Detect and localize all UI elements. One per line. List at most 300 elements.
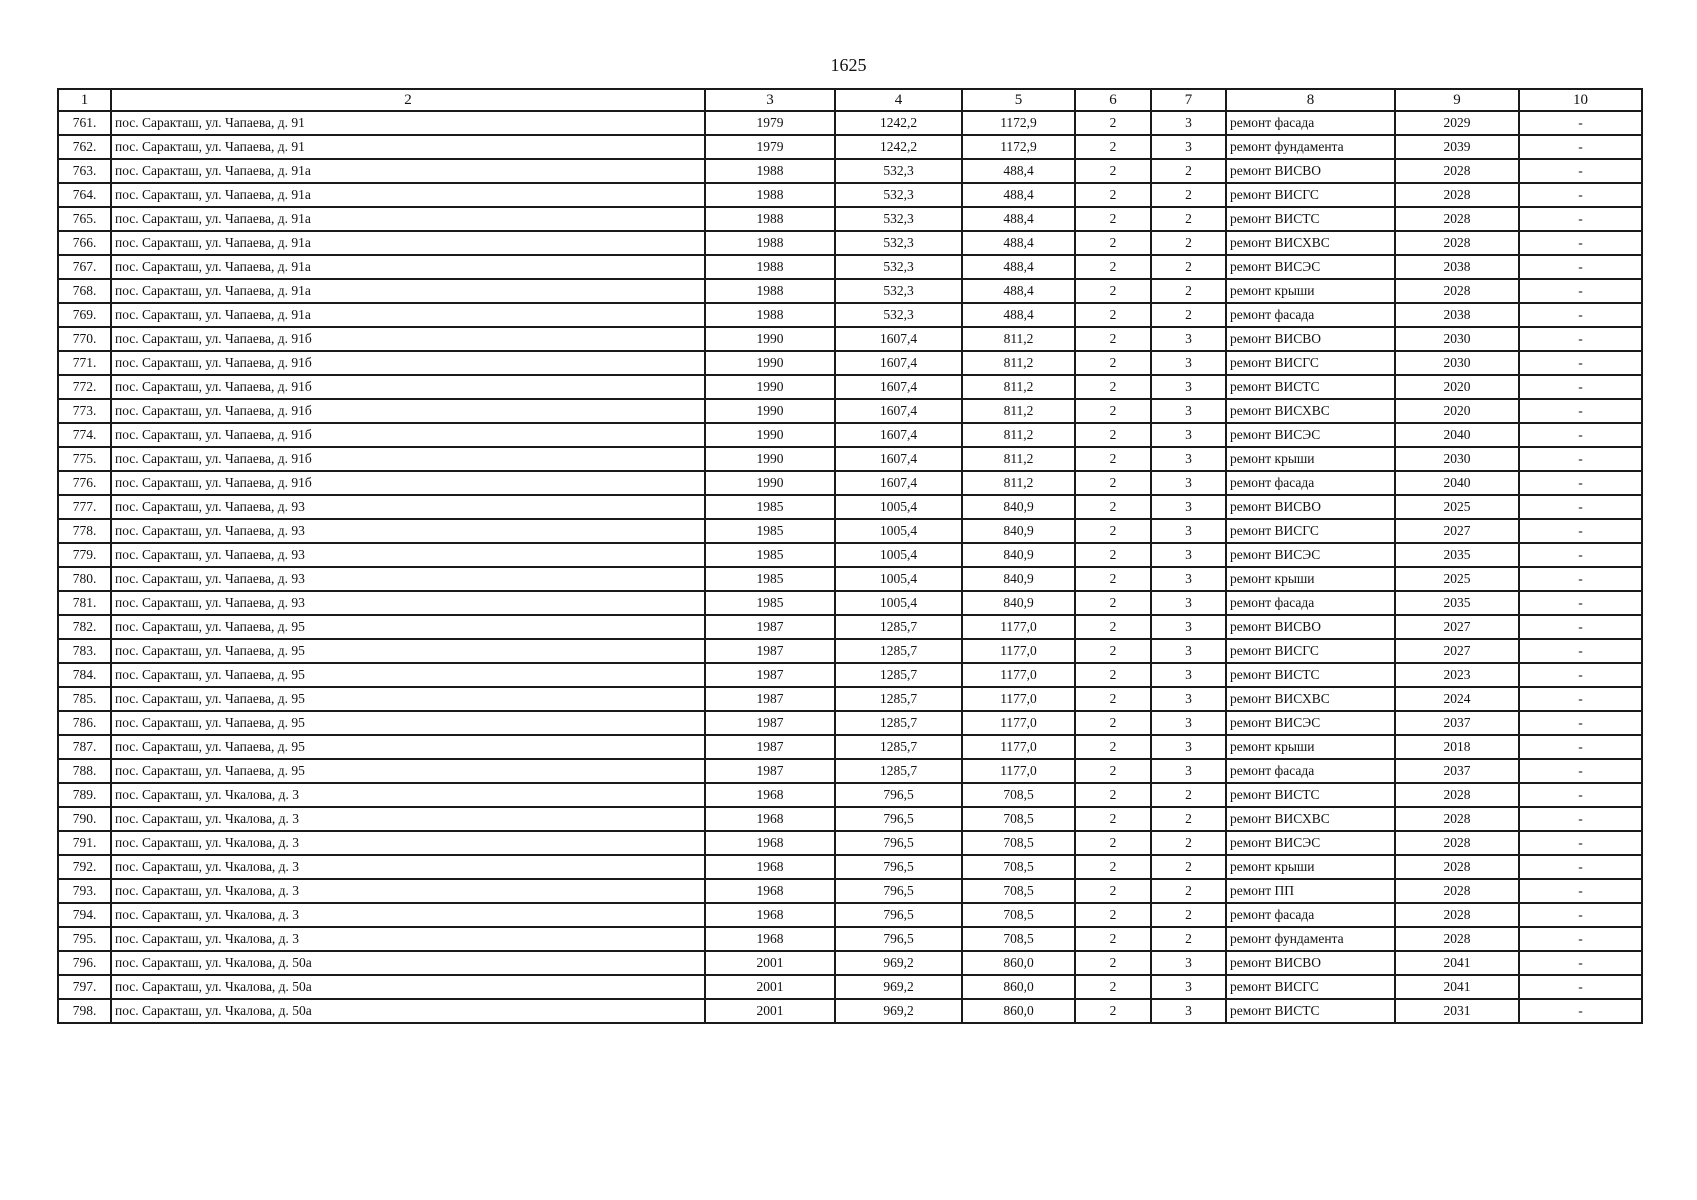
note-cell: -: [1519, 975, 1642, 999]
address-cell: пос. Саракташ, ул. Чапаева, д. 95: [111, 735, 705, 759]
address-cell: пос. Саракташ, ул. Чапаева, д. 95: [111, 639, 705, 663]
address-cell: пос. Саракташ, ул. Чкалова, д. 50а: [111, 999, 705, 1023]
floors-cell: 2: [1151, 183, 1226, 207]
material-code-cell: 2: [1075, 327, 1151, 351]
material-code-cell: 2: [1075, 999, 1151, 1023]
material-code-cell: 2: [1075, 351, 1151, 375]
row-number-cell: 780.: [58, 567, 111, 591]
work-type-cell: ремонт ВИСВО: [1226, 495, 1395, 519]
row-number-cell: 776.: [58, 471, 111, 495]
floors-cell: 2: [1151, 303, 1226, 327]
build-year-cell: 1990: [705, 375, 835, 399]
living-area-cell: 811,2: [962, 351, 1075, 375]
total-area-cell: 1285,7: [835, 639, 962, 663]
total-area-cell: 1607,4: [835, 351, 962, 375]
table-row: [58, 975, 1642, 999]
planned-year-cell: 2028: [1395, 231, 1519, 255]
planned-year-cell: 2041: [1395, 975, 1519, 999]
build-year-cell: 1985: [705, 567, 835, 591]
table-row: [58, 279, 1642, 303]
row-number-cell: 773.: [58, 399, 111, 423]
total-area-cell: 969,2: [835, 975, 962, 999]
address-cell: пос. Саракташ, ул. Чапаева, д. 91б: [111, 471, 705, 495]
floors-cell: 3: [1151, 447, 1226, 471]
table-row: [58, 615, 1642, 639]
note-cell: -: [1519, 519, 1642, 543]
note-cell: -: [1519, 927, 1642, 951]
material-code-cell: 2: [1075, 399, 1151, 423]
living-area-cell: 708,5: [962, 807, 1075, 831]
planned-year-cell: 2023: [1395, 663, 1519, 687]
table-row: [58, 303, 1642, 327]
material-code-cell: 2: [1075, 135, 1151, 159]
work-type-cell: ремонт фасада: [1226, 903, 1395, 927]
note-cell: -: [1519, 687, 1642, 711]
address-cell: пос. Саракташ, ул. Чкалова, д. 3: [111, 807, 705, 831]
row-number-cell: 770.: [58, 327, 111, 351]
column-header-5: 5: [962, 89, 1075, 111]
living-area-cell: 488,4: [962, 183, 1075, 207]
planned-year-cell: 2038: [1395, 255, 1519, 279]
living-area-cell: 708,5: [962, 855, 1075, 879]
material-code-cell: 2: [1075, 159, 1151, 183]
work-type-cell: ремонт ВИСТС: [1226, 375, 1395, 399]
note-cell: -: [1519, 495, 1642, 519]
table-row: [58, 567, 1642, 591]
row-number-cell: 788.: [58, 759, 111, 783]
work-type-cell: ремонт крыши: [1226, 567, 1395, 591]
material-code-cell: 2: [1075, 903, 1151, 927]
material-code-cell: 2: [1075, 759, 1151, 783]
address-cell: пос. Саракташ, ул. Чкалова, д. 3: [111, 855, 705, 879]
planned-year-cell: 2025: [1395, 567, 1519, 591]
total-area-cell: 532,3: [835, 183, 962, 207]
living-area-cell: 840,9: [962, 567, 1075, 591]
living-area-cell: 811,2: [962, 447, 1075, 471]
living-area-cell: 840,9: [962, 519, 1075, 543]
living-area-cell: 1177,0: [962, 639, 1075, 663]
address-cell: пос. Саракташ, ул. Чапаева, д. 91б: [111, 423, 705, 447]
floors-cell: 3: [1151, 375, 1226, 399]
living-area-cell: 860,0: [962, 999, 1075, 1023]
material-code-cell: 2: [1075, 687, 1151, 711]
total-area-cell: 969,2: [835, 951, 962, 975]
build-year-cell: 1987: [705, 615, 835, 639]
living-area-cell: 811,2: [962, 471, 1075, 495]
address-cell: пос. Саракташ, ул. Чапаева, д. 91а: [111, 231, 705, 255]
planned-year-cell: 2040: [1395, 423, 1519, 447]
work-type-cell: ремонт ВИСГС: [1226, 519, 1395, 543]
floors-cell: 3: [1151, 111, 1226, 135]
note-cell: -: [1519, 807, 1642, 831]
note-cell: -: [1519, 447, 1642, 471]
row-number-cell: 762.: [58, 135, 111, 159]
build-year-cell: 1985: [705, 591, 835, 615]
work-type-cell: ремонт фасада: [1226, 303, 1395, 327]
total-area-cell: 1005,4: [835, 519, 962, 543]
material-code-cell: 2: [1075, 255, 1151, 279]
floors-cell: 3: [1151, 639, 1226, 663]
material-code-cell: 2: [1075, 519, 1151, 543]
address-cell: пос. Саракташ, ул. Чапаева, д. 91а: [111, 303, 705, 327]
material-code-cell: 2: [1075, 303, 1151, 327]
address-cell: пос. Саракташ, ул. Чапаева, д. 91а: [111, 183, 705, 207]
planned-year-cell: 2028: [1395, 927, 1519, 951]
note-cell: -: [1519, 591, 1642, 615]
total-area-cell: 1285,7: [835, 711, 962, 735]
address-cell: пос. Саракташ, ул. Чапаева, д. 93: [111, 591, 705, 615]
build-year-cell: 1988: [705, 207, 835, 231]
floors-cell: 3: [1151, 567, 1226, 591]
floors-cell: 3: [1151, 591, 1226, 615]
row-number-cell: 782.: [58, 615, 111, 639]
material-code-cell: 2: [1075, 927, 1151, 951]
build-year-cell: 1990: [705, 447, 835, 471]
work-type-cell: ремонт крыши: [1226, 855, 1395, 879]
row-number-cell: 763.: [58, 159, 111, 183]
note-cell: -: [1519, 207, 1642, 231]
total-area-cell: 796,5: [835, 879, 962, 903]
living-area-cell: 488,4: [962, 231, 1075, 255]
material-code-cell: 2: [1075, 711, 1151, 735]
living-area-cell: 1177,0: [962, 615, 1075, 639]
note-cell: -: [1519, 735, 1642, 759]
planned-year-cell: 2028: [1395, 903, 1519, 927]
material-code-cell: 2: [1075, 663, 1151, 687]
header-row: [58, 89, 1642, 111]
total-area-cell: 1242,2: [835, 135, 962, 159]
work-type-cell: ремонт ВИСВО: [1226, 327, 1395, 351]
note-cell: -: [1519, 711, 1642, 735]
living-area-cell: 1177,0: [962, 759, 1075, 783]
floors-cell: 2: [1151, 807, 1226, 831]
table-row: [58, 903, 1642, 927]
row-number-cell: 795.: [58, 927, 111, 951]
address-cell: пос. Саракташ, ул. Чкалова, д. 3: [111, 831, 705, 855]
row-number-cell: 789.: [58, 783, 111, 807]
floors-cell: 2: [1151, 207, 1226, 231]
table-row: [58, 591, 1642, 615]
address-cell: пос. Саракташ, ул. Чапаева, д. 91а: [111, 255, 705, 279]
material-code-cell: 2: [1075, 951, 1151, 975]
floors-cell: 2: [1151, 855, 1226, 879]
work-type-cell: ремонт ВИСХВС: [1226, 231, 1395, 255]
work-type-cell: ремонт ВИСГС: [1226, 639, 1395, 663]
address-cell: пос. Саракташ, ул. Чапаева, д. 91а: [111, 279, 705, 303]
living-area-cell: 488,4: [962, 303, 1075, 327]
column-header-2: 2: [111, 89, 705, 111]
row-number-cell: 771.: [58, 351, 111, 375]
build-year-cell: 1990: [705, 351, 835, 375]
total-area-cell: 1607,4: [835, 327, 962, 351]
build-year-cell: 1990: [705, 423, 835, 447]
note-cell: -: [1519, 327, 1642, 351]
row-number-cell: 767.: [58, 255, 111, 279]
row-number-cell: 793.: [58, 879, 111, 903]
row-number-cell: 787.: [58, 735, 111, 759]
row-number-cell: 775.: [58, 447, 111, 471]
planned-year-cell: 2028: [1395, 183, 1519, 207]
table-row: [58, 735, 1642, 759]
work-type-cell: ремонт ВИСХВС: [1226, 399, 1395, 423]
total-area-cell: 1607,4: [835, 423, 962, 447]
total-area-cell: 532,3: [835, 207, 962, 231]
living-area-cell: 1172,9: [962, 135, 1075, 159]
material-code-cell: 2: [1075, 471, 1151, 495]
floors-cell: 3: [1151, 543, 1226, 567]
row-number-cell: 796.: [58, 951, 111, 975]
table-row: [58, 807, 1642, 831]
work-type-cell: ремонт ВИСТС: [1226, 999, 1395, 1023]
living-area-cell: 1177,0: [962, 687, 1075, 711]
floors-cell: 2: [1151, 279, 1226, 303]
build-year-cell: 1987: [705, 639, 835, 663]
note-cell: -: [1519, 879, 1642, 903]
address-cell: пос. Саракташ, ул. Чапаева, д. 95: [111, 759, 705, 783]
table-row: [58, 855, 1642, 879]
material-code-cell: 2: [1075, 423, 1151, 447]
living-area-cell: 811,2: [962, 327, 1075, 351]
address-cell: пос. Саракташ, ул. Чапаева, д. 93: [111, 567, 705, 591]
material-code-cell: 2: [1075, 279, 1151, 303]
column-header-8: 8: [1226, 89, 1395, 111]
table-row: [58, 423, 1642, 447]
note-cell: -: [1519, 279, 1642, 303]
note-cell: -: [1519, 639, 1642, 663]
total-area-cell: 1607,4: [835, 447, 962, 471]
total-area-cell: 1285,7: [835, 735, 962, 759]
work-type-cell: ремонт крыши: [1226, 279, 1395, 303]
row-number-cell: 779.: [58, 543, 111, 567]
column-header-1: 1: [58, 89, 111, 111]
planned-year-cell: 2030: [1395, 327, 1519, 351]
floors-cell: 2: [1151, 255, 1226, 279]
planned-year-cell: 2025: [1395, 495, 1519, 519]
row-number-cell: 761.: [58, 111, 111, 135]
floors-cell: 2: [1151, 159, 1226, 183]
living-area-cell: 488,4: [962, 159, 1075, 183]
floors-cell: 3: [1151, 687, 1226, 711]
build-year-cell: 1990: [705, 327, 835, 351]
note-cell: -: [1519, 159, 1642, 183]
table-row: [58, 999, 1642, 1023]
work-type-cell: ремонт ВИСЭС: [1226, 711, 1395, 735]
floors-cell: 3: [1151, 615, 1226, 639]
floors-cell: 3: [1151, 759, 1226, 783]
table-row: [58, 879, 1642, 903]
material-code-cell: 2: [1075, 975, 1151, 999]
floors-cell: 3: [1151, 327, 1226, 351]
table-row: [58, 495, 1642, 519]
build-year-cell: 1985: [705, 543, 835, 567]
address-cell: пос. Саракташ, ул. Чкалова, д. 3: [111, 783, 705, 807]
build-year-cell: 1987: [705, 663, 835, 687]
planned-year-cell: 2027: [1395, 615, 1519, 639]
floors-cell: 2: [1151, 879, 1226, 903]
total-area-cell: 796,5: [835, 855, 962, 879]
build-year-cell: 1968: [705, 855, 835, 879]
planned-year-cell: 2035: [1395, 543, 1519, 567]
planned-year-cell: 2027: [1395, 639, 1519, 663]
table-row: [58, 183, 1642, 207]
note-cell: -: [1519, 399, 1642, 423]
address-cell: пос. Саракташ, ул. Чапаева, д. 93: [111, 519, 705, 543]
table-row: [58, 255, 1642, 279]
floors-cell: 3: [1151, 663, 1226, 687]
address-cell: пос. Саракташ, ул. Чапаева, д. 91а: [111, 207, 705, 231]
note-cell: -: [1519, 111, 1642, 135]
row-number-cell: 794.: [58, 903, 111, 927]
address-cell: пос. Саракташ, ул. Чапаева, д. 93: [111, 543, 705, 567]
floors-cell: 3: [1151, 735, 1226, 759]
address-cell: пос. Саракташ, ул. Чапаева, д. 93: [111, 495, 705, 519]
planned-year-cell: 2030: [1395, 447, 1519, 471]
floors-cell: 2: [1151, 903, 1226, 927]
total-area-cell: 1005,4: [835, 567, 962, 591]
note-cell: -: [1519, 567, 1642, 591]
address-cell: пос. Саракташ, ул. Чапаева, д. 91б: [111, 351, 705, 375]
total-area-cell: 532,3: [835, 159, 962, 183]
build-year-cell: 1988: [705, 231, 835, 255]
work-type-cell: ремонт ВИСВО: [1226, 951, 1395, 975]
work-type-cell: ремонт ВИСЭС: [1226, 543, 1395, 567]
material-code-cell: 2: [1075, 615, 1151, 639]
material-code-cell: 2: [1075, 807, 1151, 831]
note-cell: -: [1519, 231, 1642, 255]
planned-year-cell: 2030: [1395, 351, 1519, 375]
total-area-cell: 796,5: [835, 831, 962, 855]
total-area-cell: 1005,4: [835, 495, 962, 519]
row-number-cell: 774.: [58, 423, 111, 447]
planned-year-cell: 2040: [1395, 471, 1519, 495]
living-area-cell: 840,9: [962, 495, 1075, 519]
living-area-cell: 488,4: [962, 207, 1075, 231]
work-type-cell: ремонт фасада: [1226, 759, 1395, 783]
build-year-cell: 1987: [705, 759, 835, 783]
build-year-cell: 2001: [705, 999, 835, 1023]
row-number-cell: 786.: [58, 711, 111, 735]
floors-cell: 3: [1151, 351, 1226, 375]
row-number-cell: 778.: [58, 519, 111, 543]
living-area-cell: 708,5: [962, 783, 1075, 807]
total-area-cell: 532,3: [835, 279, 962, 303]
material-code-cell: 2: [1075, 735, 1151, 759]
work-type-cell: ремонт ВИСЭС: [1226, 255, 1395, 279]
total-area-cell: 532,3: [835, 255, 962, 279]
build-year-cell: 1985: [705, 519, 835, 543]
material-code-cell: 2: [1075, 183, 1151, 207]
living-area-cell: 1177,0: [962, 663, 1075, 687]
floors-cell: 3: [1151, 975, 1226, 999]
build-year-cell: 2001: [705, 951, 835, 975]
note-cell: -: [1519, 543, 1642, 567]
work-type-cell: ремонт ВИСХВС: [1226, 687, 1395, 711]
living-area-cell: 840,9: [962, 591, 1075, 615]
address-cell: пос. Саракташ, ул. Чапаева, д. 91б: [111, 447, 705, 471]
work-type-cell: ремонт ВИСВО: [1226, 159, 1395, 183]
planned-year-cell: 2028: [1395, 207, 1519, 231]
note-cell: -: [1519, 759, 1642, 783]
table-header: [58, 89, 1642, 111]
living-area-cell: 811,2: [962, 423, 1075, 447]
address-cell: пос. Саракташ, ул. Чкалова, д. 50а: [111, 975, 705, 999]
living-area-cell: 1177,0: [962, 735, 1075, 759]
planned-year-cell: 2028: [1395, 807, 1519, 831]
material-code-cell: 2: [1075, 447, 1151, 471]
total-area-cell: 532,3: [835, 231, 962, 255]
work-type-cell: ремонт фасада: [1226, 471, 1395, 495]
build-year-cell: 1988: [705, 183, 835, 207]
floors-cell: 3: [1151, 399, 1226, 423]
table-row: [58, 159, 1642, 183]
floors-cell: 3: [1151, 951, 1226, 975]
build-year-cell: 1985: [705, 495, 835, 519]
build-year-cell: 1968: [705, 903, 835, 927]
note-cell: -: [1519, 255, 1642, 279]
work-type-cell: ремонт ВИСТС: [1226, 663, 1395, 687]
build-year-cell: 1968: [705, 783, 835, 807]
table-row: [58, 375, 1642, 399]
living-area-cell: 811,2: [962, 399, 1075, 423]
table-row: [58, 639, 1642, 663]
total-area-cell: 1005,4: [835, 543, 962, 567]
planned-year-cell: 2037: [1395, 759, 1519, 783]
table-row: [58, 783, 1642, 807]
work-type-cell: ремонт ВИСТС: [1226, 207, 1395, 231]
work-type-cell: ремонт ВИСГС: [1226, 351, 1395, 375]
planned-year-cell: 2028: [1395, 279, 1519, 303]
planned-year-cell: 2028: [1395, 831, 1519, 855]
material-code-cell: 2: [1075, 375, 1151, 399]
address-cell: пос. Саракташ, ул. Чапаева, д. 91б: [111, 399, 705, 423]
row-number-cell: 790.: [58, 807, 111, 831]
floors-cell: 3: [1151, 135, 1226, 159]
note-cell: -: [1519, 831, 1642, 855]
column-header-7: 7: [1151, 89, 1226, 111]
planned-year-cell: 2039: [1395, 135, 1519, 159]
planned-year-cell: 2035: [1395, 591, 1519, 615]
table-row: [58, 471, 1642, 495]
note-cell: -: [1519, 423, 1642, 447]
note-cell: -: [1519, 183, 1642, 207]
living-area-cell: 1177,0: [962, 711, 1075, 735]
total-area-cell: 1607,4: [835, 471, 962, 495]
address-cell: пос. Саракташ, ул. Чапаева, д. 95: [111, 663, 705, 687]
material-code-cell: 2: [1075, 591, 1151, 615]
work-type-cell: ремонт ВИСВО: [1226, 615, 1395, 639]
total-area-cell: 796,5: [835, 927, 962, 951]
build-year-cell: 1988: [705, 255, 835, 279]
address-cell: пос. Саракташ, ул. Чапаева, д. 91: [111, 111, 705, 135]
floors-cell: 3: [1151, 471, 1226, 495]
total-area-cell: 796,5: [835, 807, 962, 831]
planned-year-cell: 2027: [1395, 519, 1519, 543]
total-area-cell: 532,3: [835, 303, 962, 327]
row-number-cell: 765.: [58, 207, 111, 231]
column-header-10: 10: [1519, 89, 1642, 111]
row-number-cell: 797.: [58, 975, 111, 999]
table-row: [58, 759, 1642, 783]
note-cell: -: [1519, 351, 1642, 375]
floors-cell: 3: [1151, 495, 1226, 519]
floors-cell: 3: [1151, 711, 1226, 735]
living-area-cell: 708,5: [962, 879, 1075, 903]
living-area-cell: 860,0: [962, 975, 1075, 999]
total-area-cell: 1607,4: [835, 399, 962, 423]
total-area-cell: 1607,4: [835, 375, 962, 399]
floors-cell: 2: [1151, 231, 1226, 255]
planned-year-cell: 2041: [1395, 951, 1519, 975]
